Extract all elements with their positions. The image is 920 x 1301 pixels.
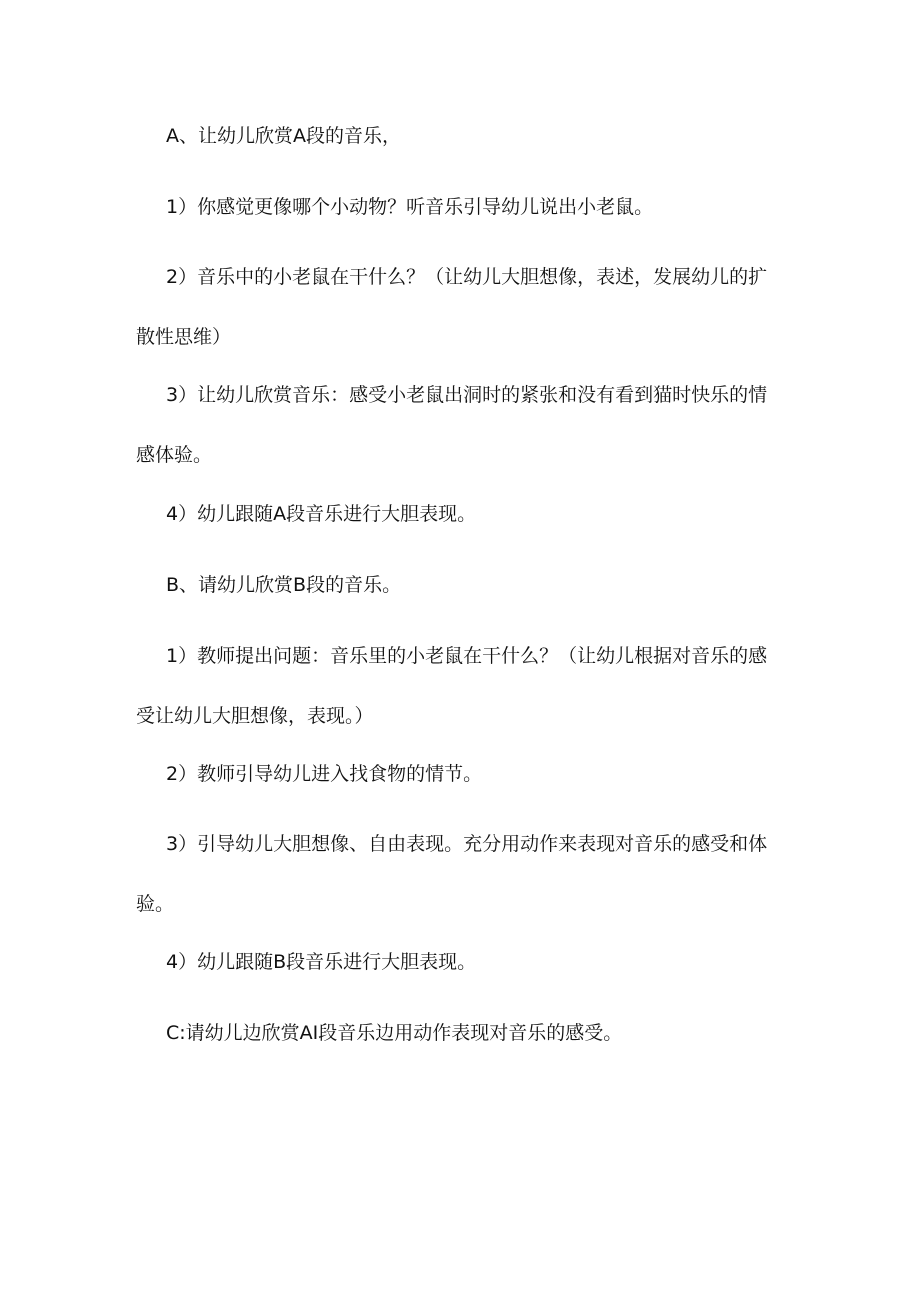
paragraph-a-2: 2）音乐中的小老鼠在干什么？（让幼儿大胆想像，表述，发展幼儿的扩散性思维） bbox=[136, 266, 768, 348]
paragraph-b-2: 2）教师引导幼儿进入找食物的情节。 bbox=[166, 763, 483, 785]
paragraph-section-a: A、让幼儿欣赏A段的音乐， bbox=[166, 125, 401, 147]
paragraph-section-b: B、请幼儿欣赏B段的音乐。 bbox=[166, 574, 402, 596]
paragraph-b-4: 4）幼儿跟随B段音乐进行大胆表现。 bbox=[166, 951, 477, 973]
paragraph-a-4: 4）幼儿跟随A段音乐进行大胆表现。 bbox=[166, 503, 477, 525]
paragraph-a-3: 3）让幼儿欣赏音乐：感受小老鼠出洞时的紧张和没有看到猫时快乐的情感体验。 bbox=[136, 384, 768, 466]
paragraph-a-1: 1）你感觉更像哪个小动物？听音乐引导幼儿说出小老鼠。 bbox=[166, 196, 654, 218]
paragraph-section-c: C:请幼儿边欣赏AI段音乐边用动作表现对音乐的感受。 bbox=[166, 1022, 623, 1044]
paragraph-b-3: 3）引导幼儿大胆想像、自由表现。充分用动作来表现对音乐的感受和体验。 bbox=[136, 833, 768, 915]
paragraph-b-1: 1）教师提出问题：音乐里的小老鼠在干什么？（让幼儿根据对音乐的感受让幼儿大胆想像，表现。） bbox=[136, 645, 768, 727]
